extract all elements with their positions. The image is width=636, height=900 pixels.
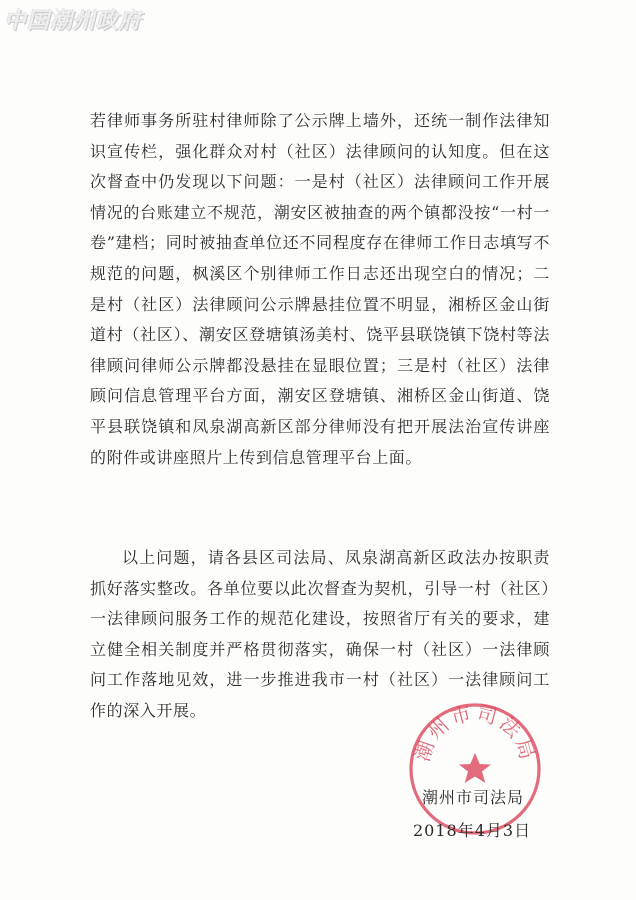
watermark: 中国潮州政府: [4, 8, 143, 34]
issuer-name: 潮州市司法局: [422, 788, 525, 807]
paragraph-issues: 若律师事务所驻村律师除了公示牌上墙外，还统一制作法律知识宣传栏，强化群众对村（社区）法律顾问的认知度。但在这次督查中仍发现以下问题：一是村（社区）法律顾问工作开展情况的台账建立不规范，潮安区被抽查的两个镇都没按“一村一卷”建档；同时被抽查单位还不同程度存在律师工作日志填写不规范的问题，枫溪区个别律师工作日志还出现空白的情况；二是村（社区）法律顾问公示牌悬挂位置不明显，湘桥区金山街道村（社区）、潮安区登塘镇汤美村、饶平县联饶镇下饶村等法律顾问律师公示牌都没悬挂在显眼位置；三是村（社区）法律顾问信息管理平台方面，潮安区登塘镇、湘桥区金山街道、饶平县联饶镇和凤泉湖高新区部分律师没有把开展法治宣传讲座的附件或讲座照片上传到信息管理平台上面。: [90, 111, 550, 467]
seal-star-icon: [459, 753, 491, 783]
paragraph-rectification: 以上问题，请各县区司法局、凤泉湖高新区政法办按职责抓好落实整改。各单位要以此次督查为契机，引导一村（社区）一法律顾问服务工作的规范化建设，按照省厅有关的要求，建立健全相关制度并严格贯彻落实，确保一村（社区）一法律顾问工作落地见效，进一步推进我市一村（社区）一法律顾问工作的深入开展。: [90, 548, 550, 720]
seal-text: 潮州市司法局: [409, 700, 541, 765]
issue-date: 2018年4月3日: [413, 821, 532, 840]
